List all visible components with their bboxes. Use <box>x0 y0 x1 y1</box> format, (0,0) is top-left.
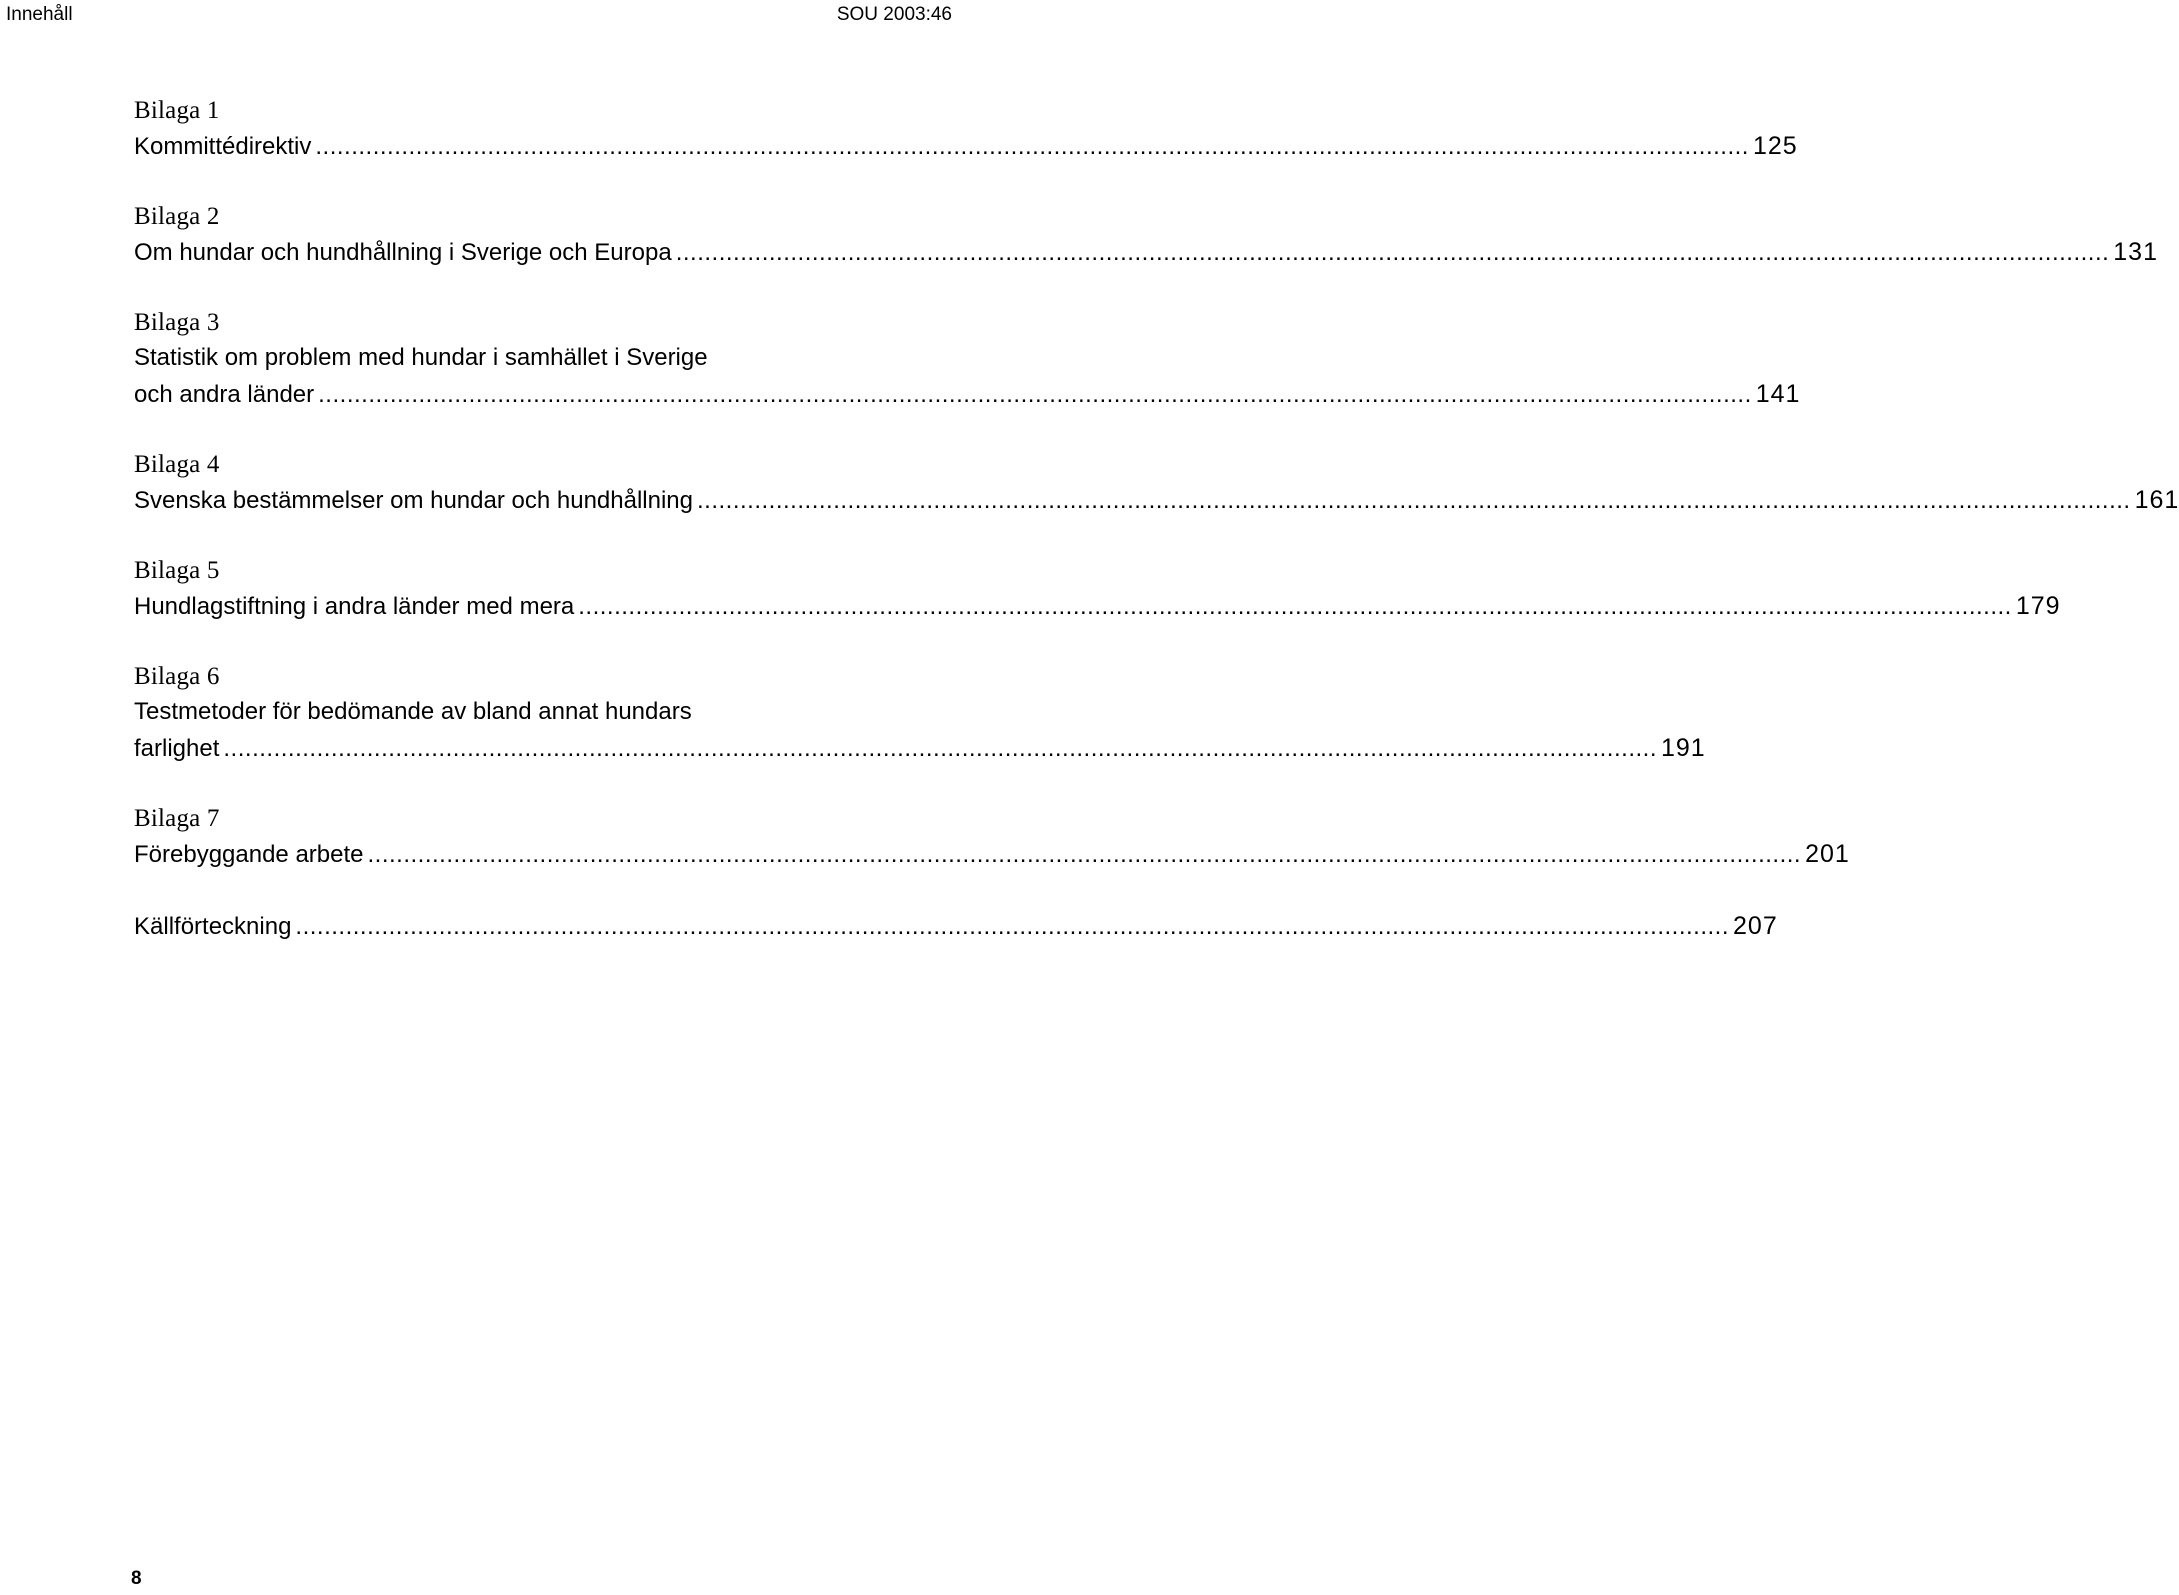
toc-entry[interactable] <box>134 448 2179 518</box>
dot-leader: ........................................................................................................................................................................................................ <box>295 913 1730 940</box>
appendix-label: Bilaga 7 <box>134 805 220 832</box>
entry-title: Hundlagstiftning i andra länder med mera <box>134 593 575 620</box>
entry-title-row <box>134 730 1706 766</box>
entry-title-line: Testmetoder för bedömande av bland annat hundars <box>134 698 692 725</box>
page-number: 8 <box>131 1568 142 1589</box>
entry-page-number: 207 <box>1733 912 1778 940</box>
dot-leader: ........................................................................................................................................................................................................ <box>675 239 2110 266</box>
entry-page-number: 179 <box>2015 592 2061 620</box>
table-of-contents <box>134 94 2179 980</box>
toc-entry[interactable] <box>134 554 2061 624</box>
dot-leader: ........................................................................................................................................................................................................ <box>223 735 1657 762</box>
entry-page-number: 191 <box>1660 734 1706 762</box>
entry-page-number: 161 <box>2134 486 2179 514</box>
entry-title-row <box>134 128 1798 164</box>
entry-page-number: 141 <box>1755 380 1801 408</box>
dot-leader: ........................................................................................................................................................................................................ <box>318 381 1752 408</box>
entry-title-row <box>134 234 2158 270</box>
entry-page-number: 131 <box>2113 238 2158 266</box>
appendix-label: Bilaga 6 <box>134 663 220 690</box>
appendix-label: Bilaga 5 <box>134 557 220 584</box>
running-header-document-id: SOU 2003:46 <box>836 4 952 25</box>
toc-entry[interactable] <box>134 908 1778 944</box>
entry-title: farlighet <box>134 735 220 762</box>
dot-leader: ........................................................................................................................................................................................................ <box>697 487 2131 514</box>
entry-title: och andra länder <box>134 381 315 408</box>
appendix-label: Bilaga 4 <box>134 451 220 478</box>
entry-title-row <box>134 482 2179 518</box>
entry-page-number: 125 <box>1752 132 1798 160</box>
appendix-label: Bilaga 1 <box>134 97 220 124</box>
toc-entry[interactable] <box>134 660 1706 766</box>
entry-title: Om hundar och hundhållning i Sverige och Europa <box>134 239 672 266</box>
dot-leader: ........................................................................................................................................................................................................ <box>578 593 2012 620</box>
entry-title: Kommittédirektiv <box>134 133 312 160</box>
entry-title: Källförteckning <box>134 913 292 940</box>
toc-entry[interactable] <box>134 200 2158 270</box>
entry-title-row <box>134 588 2061 624</box>
toc-entry[interactable] <box>134 802 1850 872</box>
entry-title-row <box>134 836 1850 872</box>
entry-title-line: Statistik om problem med hundar i samhället i Sverige <box>134 344 708 371</box>
dot-leader: ........................................................................................................................................................................................................ <box>315 133 1749 160</box>
running-header-section: Innehåll <box>6 4 73 25</box>
toc-entry[interactable] <box>134 306 1801 412</box>
entry-title-row <box>134 908 1778 944</box>
toc-entry[interactable] <box>134 94 1798 164</box>
entry-title: Svenska bestämmelser om hundar och hundhållning <box>134 487 693 514</box>
entry-title-row <box>134 376 1801 412</box>
entry-title: Förebyggande arbete <box>134 841 364 868</box>
appendix-label: Bilaga 3 <box>134 309 220 336</box>
entry-page-number: 201 <box>1805 840 1850 868</box>
dot-leader: ........................................................................................................................................................................................................ <box>367 841 1802 868</box>
appendix-label: Bilaga 2 <box>134 203 220 230</box>
